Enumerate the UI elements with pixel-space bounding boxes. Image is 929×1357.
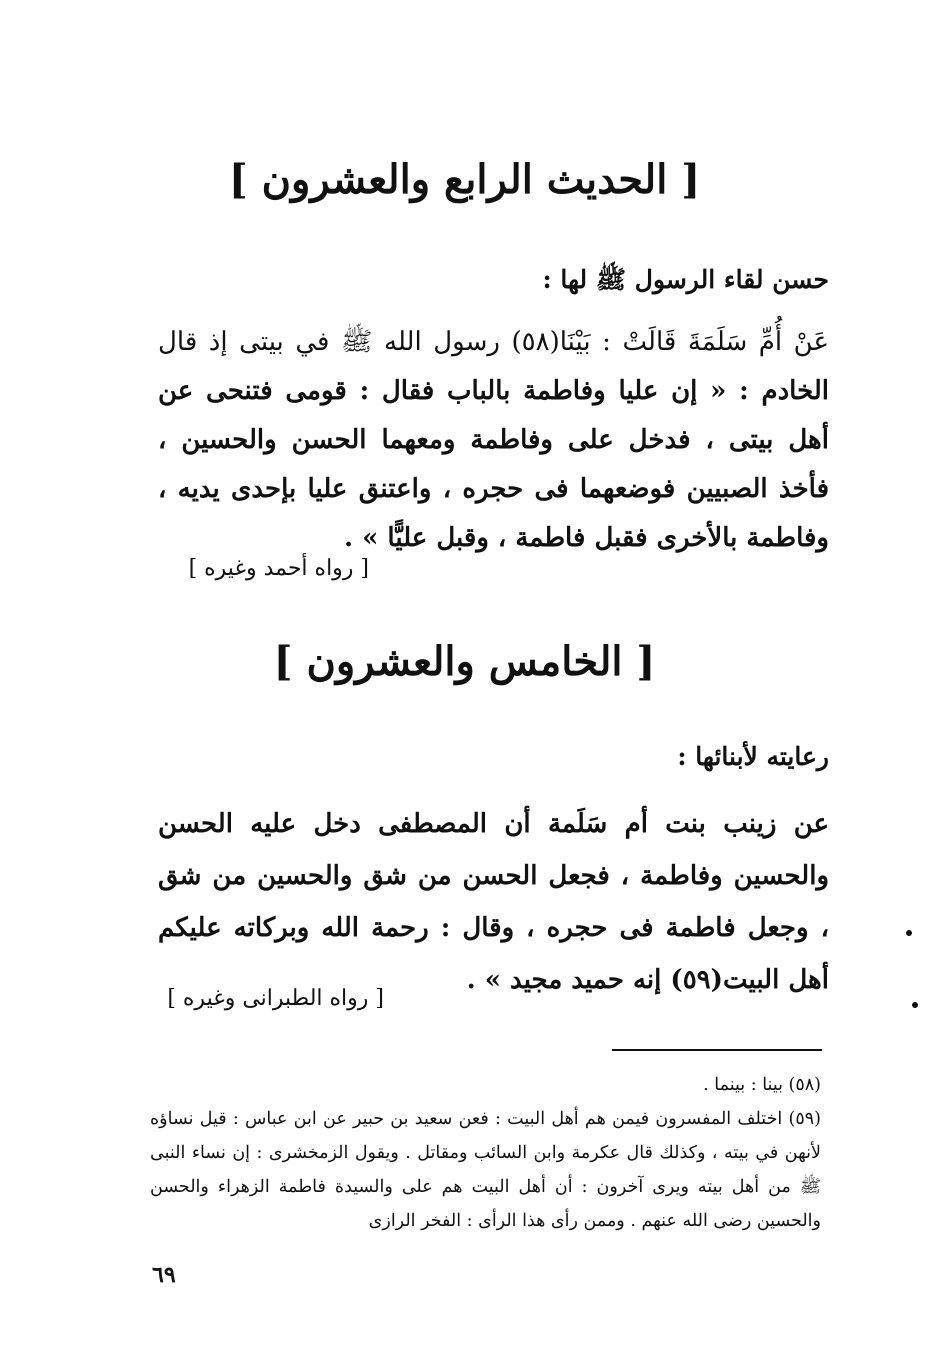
page-number: ٦٩ [152,1262,176,1288]
section-heading-25: [ الخامس والعشرون ] [273,638,656,685]
hadith-25-text: عن زينب بنت أم سَلَمة أن المصطفى دخل عليه الحسن والحسين وفاطمة ، فجعل الحسن من شق والحسين من شق ، وجعل فاطمة فى حجره ، وقال : رحمة الله وبركاته عليكم أهل البيت(٥٩) إنه حميد مجيد » . [158,809,829,995]
scan-speck [912,1002,918,1008]
hadith-24-lead: عَنْ أُمِّ سَلَمَةَ قَالَتْ : بَيْنَا(٥٨) رسول الله ﷺ في بيتى إذ قال [158,327,829,357]
subheading-care-for-children: رعايته لأبنائها : [677,742,829,771]
scan-speck [906,930,912,936]
hadith-24-body: الخادم : « إن عليا وفاطمة بالباب فقال : قومى فتنحى عن أهل بيتى ، فدخل على وفاطمة ومعهما الحسن والحسين ، فأخذ الصبيين فوضعهما فى حجره ، واعتنق عليا بإحدى يديه ، وفاطمة بالأخرى فقبل فاطمة ، وقبل عليًّا » . [158,376,829,553]
source-citation-24: [ رواه أحمد وغيره ] [188,556,369,581]
source-citation-25: [ رواه الطبرانى وغيره ] [167,986,384,1011]
footnote-59: (٥٩) اختلف المفسرون فيمن هم أهل البيت : فعن سعيد بن حبير عن ابن عباس : قيل نساؤه لأنهن في بيته ، وكذلك قال عكرمة وابن السائب ومقاتل . ويقول الزمخشرى : إن نساء النبى ﷺ من أهل بيته ويرى آخرون : أن أهل البيت هم على والسيدة فاطمة الزهراء والحسن والحسين رضى الله عنهم . وممن رأى هذا الرأى : الفخر الرازى [150,1109,821,1231]
footnote-58: (٥٨) بينا : بينما . [703,1075,821,1095]
footnotes [150,1068,821,1238]
hadith-24-text [158,318,829,563]
subheading-prophet-meeting: حسن لقاء الرسول ﷺ لها : [542,265,829,294]
section-heading-24: [ الحديث الرابع والعشرون ] [228,156,701,203]
footnote-separator [612,1049,822,1051]
